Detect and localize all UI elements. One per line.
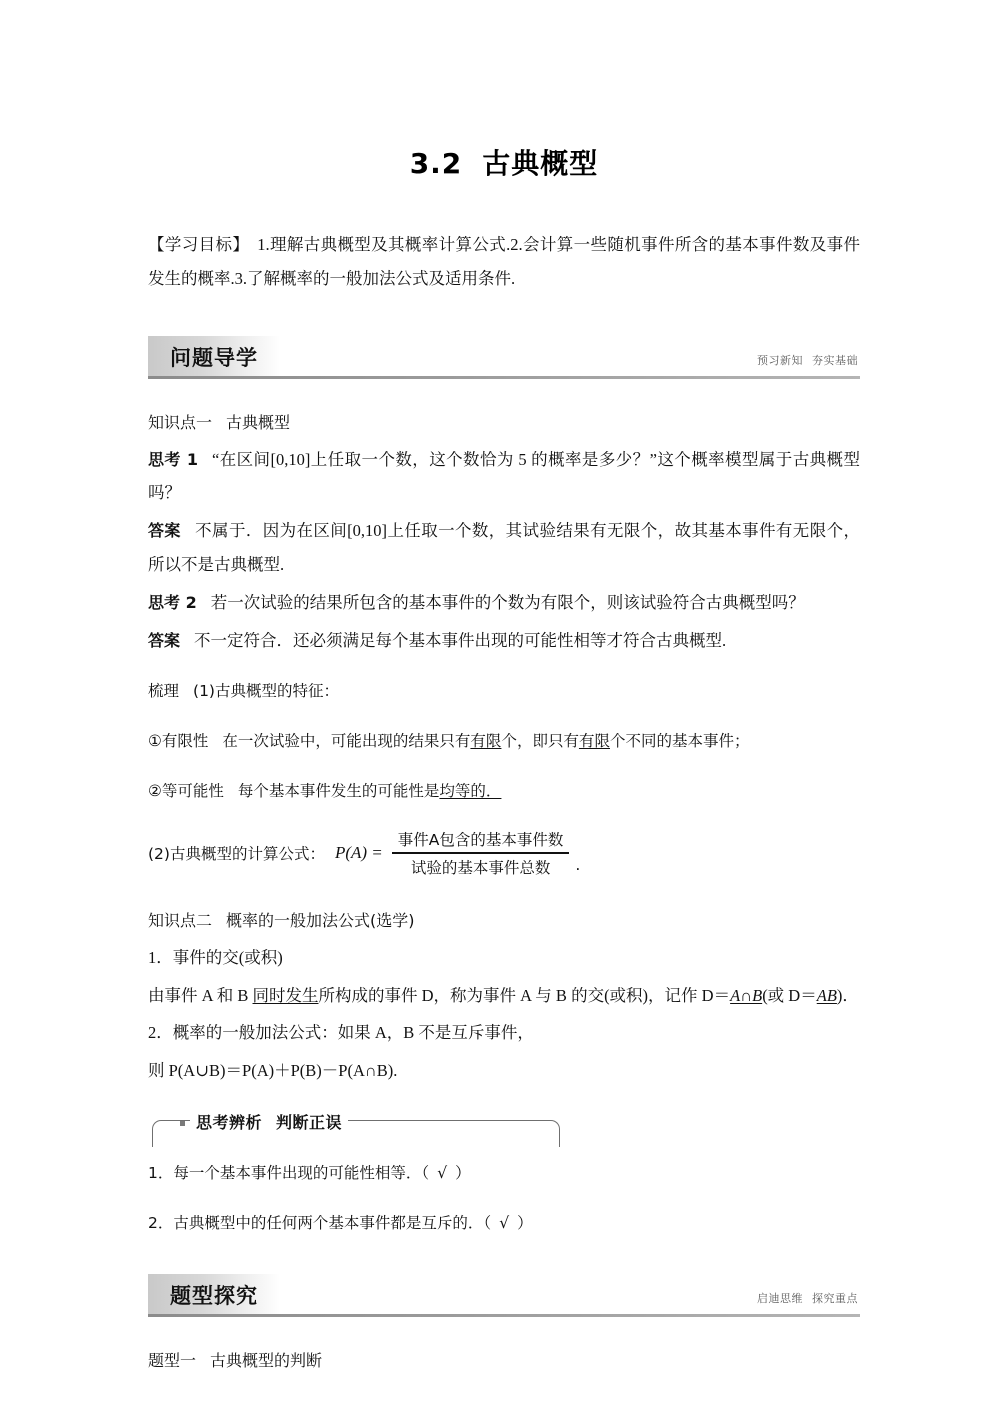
- page-title: [148, 142, 860, 182]
- banner-two-tag-left: 启迪思维: [757, 1292, 803, 1306]
- judgement-box-title: [190, 1110, 348, 1133]
- answer-2-text: 不一定符合．还必须满足每个基本事件出现的可能性相等才符合古典概型.: [194, 630, 727, 650]
- intersection-part-1: 由事件 A 和 B: [148, 985, 253, 1005]
- think-question-2: [148, 586, 860, 620]
- feature-1-name: ①有限性: [148, 731, 209, 750]
- knowledge-point-two-heading: [148, 908, 860, 931]
- answer-2-label: 答案: [148, 630, 181, 650]
- judgement-1-number: 1．: [148, 1164, 174, 1183]
- classical-probability-formula: [148, 828, 860, 878]
- formula-lhs: P(A) =: [334, 842, 383, 862]
- learning-objectives: [148, 228, 860, 296]
- question-type-one-label: 题型一: [148, 1351, 197, 1371]
- judgement-title-left: 思考辨析: [196, 1113, 263, 1133]
- think-1-text: “在区间[0,10]上任取一个数，这个数恰为 5 的概率是多少？”这个概率模型属于古典概型吗？: [148, 449, 860, 503]
- feature-1-part-b: 个，即只有: [501, 731, 579, 750]
- question-type-one-heading: [148, 1348, 860, 1371]
- intersection-blank-3: AB: [816, 985, 837, 1005]
- feature-2-name: ②等可能性: [148, 781, 224, 800]
- section-banner-question-types: [148, 1274, 860, 1318]
- judgement-1-close: ）: [455, 1164, 471, 1183]
- section-banner-problem-guide: [148, 336, 860, 380]
- banner-tag-left: 预习新知: [757, 353, 803, 367]
- page-title-text: 古典概型: [482, 147, 599, 180]
- judgement-item-2: [148, 1206, 860, 1240]
- knowledge-point-two-text: 概率的一般加法公式(选学): [226, 910, 415, 930]
- banner-rule: [148, 376, 860, 379]
- judgement-2-text: 古典概型中的任何两个基本事件都是互斥的．（: [173, 1214, 492, 1233]
- feature-1-part-a: 在一次试验中，可能出现的结果只有: [222, 731, 471, 750]
- think-question-1: [148, 443, 860, 511]
- addition-formula-title: 2．概率的一般加法公式：如果 A，B 不是互斥事件，: [148, 1023, 534, 1043]
- banner-tagline: [757, 352, 858, 368]
- bullet-square-left-icon: [180, 1121, 185, 1126]
- think-2-label: 思考 2: [148, 592, 197, 612]
- learning-objectives-label: 【学习目标】: [148, 235, 250, 254]
- judgement-2-number: 2．: [148, 1214, 174, 1233]
- judgement-box-header: [148, 1110, 860, 1140]
- judgement-item-1: [148, 1156, 860, 1190]
- sort-out-label: 梳理: [148, 681, 180, 700]
- intersection-definition: [148, 979, 860, 1013]
- feature-2-blank: 均等的．: [439, 781, 502, 800]
- judgement-1-check-icon: √: [437, 1164, 448, 1183]
- answer-1-text: 不属于．因为在区间[0,10]上任取一个数，其试验结果有无限个，故其基本事件有无限个，所以不是古典概型.: [148, 521, 860, 575]
- formula-fraction: [392, 828, 570, 878]
- sort-out-line: [148, 674, 860, 708]
- formula-denominator: 试验的基本事件总数: [410, 858, 551, 877]
- feature-1-blank-1: 有限: [470, 731, 502, 750]
- banner-title-two: 题型探究: [170, 1284, 258, 1309]
- learning-objectives-text: 1.理解古典概型及其概率计算公式.2.会计算一些随机事件所含的基本事件数及事件发生的概率.3.了解概率的一般加法公式及适用条件.: [148, 235, 861, 288]
- intersection-title: 1．事件的交(或积): [148, 947, 283, 967]
- think-1-label: 思考 1: [148, 449, 198, 469]
- judgement-title-right: 判断正误: [276, 1113, 343, 1133]
- feature-equal-likelihood: [148, 774, 860, 808]
- formula-intro: (2)古典概型的计算公式：: [148, 844, 325, 863]
- knowledge-point-one-label: 知识点一: [148, 412, 213, 432]
- banner-rule-two: [148, 1314, 860, 1317]
- feature-finiteness: [148, 724, 860, 758]
- feature-1-blank-2: 有限: [578, 731, 610, 750]
- intersection-part-4: )．: [836, 985, 859, 1005]
- page-title-number: 3.2: [409, 147, 463, 180]
- sort-out-text: (1)古典概型的特征：: [193, 681, 339, 700]
- document-page: [148, 0, 860, 1371]
- intersection-part-2: 所构成的事件 D，称为事件 A 与 B 的交(或积)，记作 D＝: [318, 985, 731, 1005]
- banner-title: 问题导学: [170, 345, 258, 370]
- banner-tagline-two: [757, 1290, 858, 1306]
- intersection-blank-1: 同时发生: [252, 985, 319, 1005]
- question-type-one-text: 古典概型的判断: [210, 1351, 323, 1371]
- banner-tag-right: 夯实基础: [812, 353, 858, 367]
- feature-2-part-a: 每个基本事件发生的可能性是: [237, 781, 440, 800]
- intersection-blank-2: A∩B: [730, 985, 763, 1005]
- knowledge-point-one-heading: [148, 410, 860, 433]
- judgement-1-text: 每一个基本事件出现的可能性相等．（: [173, 1164, 430, 1183]
- judgement-2-check-icon: √: [499, 1214, 510, 1233]
- answer-1-label: 答案: [148, 521, 181, 541]
- answer-1: [148, 514, 860, 582]
- feature-1-part-c: 个不同的基本事件；: [609, 731, 750, 750]
- knowledge-point-two-label: 知识点二: [148, 910, 213, 930]
- banner-two-tag-right: 探究重点: [812, 1292, 858, 1306]
- formula-numerator: 事件A包含的基本事件数: [397, 830, 564, 849]
- answer-2: [148, 624, 860, 658]
- judgement-2-close: ）: [517, 1214, 533, 1233]
- think-2-text: 若一次试验的结果所包含的基本事件的个数为有限个，则该试验符合古典概型吗？: [210, 592, 805, 612]
- addition-formula-expression: 则 P(A∪B)＝P(A)＋P(B)－P(A∩B).: [148, 1061, 398, 1081]
- knowledge-point-one-text: 古典概型: [226, 412, 291, 432]
- intersection-part-3: (或 D＝: [762, 985, 817, 1005]
- formula-period: .: [575, 855, 581, 874]
